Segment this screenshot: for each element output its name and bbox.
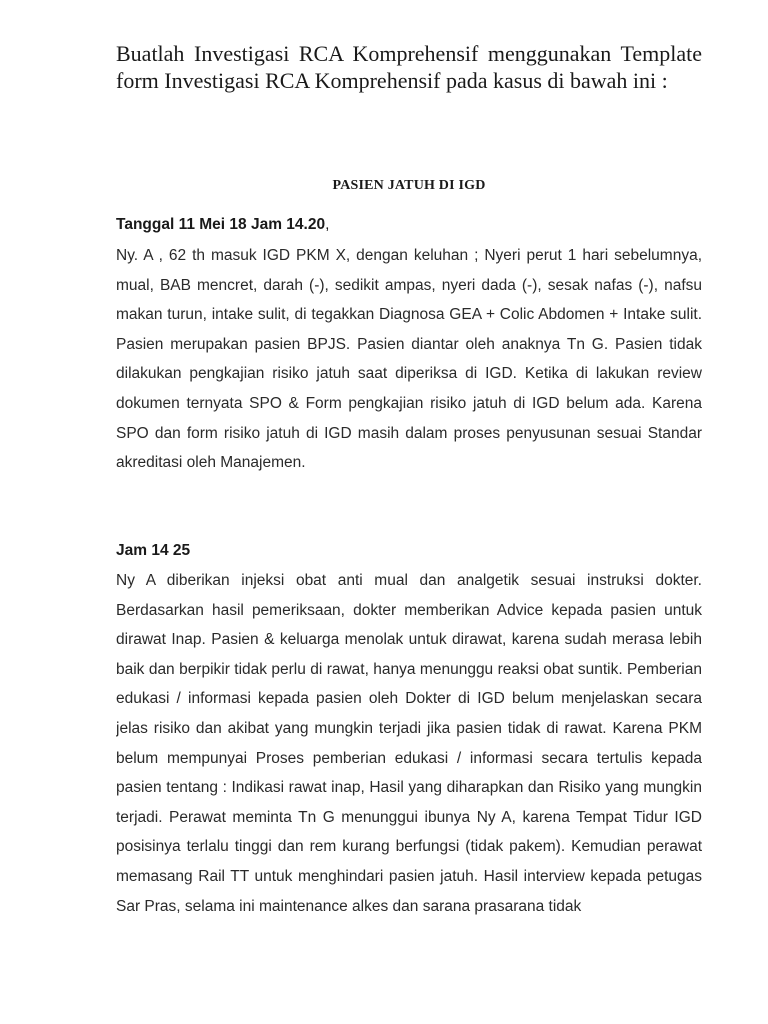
section-body-treatment: Ny A diberikan injeksi obat anti mual dan analgetik sesuai instruksi dokter. Berdasarkan hasil pemeriksaan, dokter memberikan Advice kepada pasien untuk dirawat Inap. Pasien & keluarga menolak untuk dirawat, karena sudah merasa lebih baik dan berpikir tidak perlu di rawat, hanya menunggu reaksi obat suntik. Pemberian edukasi / informasi kepada pasien oleh Dokter di IGD belum menjelaskan secara jelas risiko dan akibat yang mungkin terjadi jika pasien tidak di rawat. Karena PKM belum mempunyai Proses pemberian edukasi / informasi secara tertulis kepada pasien tentang : Indikasi rawat inap, Hasil yang diharapkan dan Risiko yang mungkin terjadi. Perawat meminta Tn G menunggui ibunya Ny A, karena Tempat Tidur IGD posisinya terlalu tinggi dan rem kurang berfungsi (tidak pakem). Kemudian perawat memasang Rail TT untuk menghindari pasien jatuh. Hasil interview kepada petugas Sar Pras, selama ini maintenance alkes dan sarana prasarana tidak [116, 572, 702, 915]
section-body-admission: Ny. A , 62 th masuk IGD PKM X, dengan keluhan ; Nyeri perut 1 hari sebelumnya, mual, BAB mencret, darah (-), sedikit ampas, nyeri dada (-), sesak nafas (-), nafsu makan turun, intake sulit, di tegakkan Diagnosa GEA + Colic Abdomen + Intake sulit. Pasien merupakan pasien BPJS. Pasien diantar oleh anaknya Tn G. Pasien tidak dilakukan pengkajian risiko jatuh saat diperiksa di IGD. Ketika di lakukan review dokumen ternyata SPO & Form pengkajian risiko jatuh di IGD belum ada. Karena SPO dan form risiko jatuh di IGD masih dalam proses penyusunan sesuai Standar akreditasi oleh Manajemen. [116, 247, 702, 472]
assignment-instruction: Buatlah Investigasi RCA Komprehensif menggunakan Template form Investigasi RCA Komprehensif pada kasus di bawah ini : [116, 41, 702, 93]
section-heading-time-text: Jam 14 25 [116, 542, 191, 559]
case-title: PASIEN JATUH DI IGD [332, 178, 486, 193]
section-heading-time [116, 542, 702, 560]
section-heading-date-suffix: , [325, 216, 330, 233]
section-heading-date-text: Tanggal 11 Mei 18 Jam 14.20 [116, 216, 326, 233]
section-heading-date [116, 216, 702, 234]
